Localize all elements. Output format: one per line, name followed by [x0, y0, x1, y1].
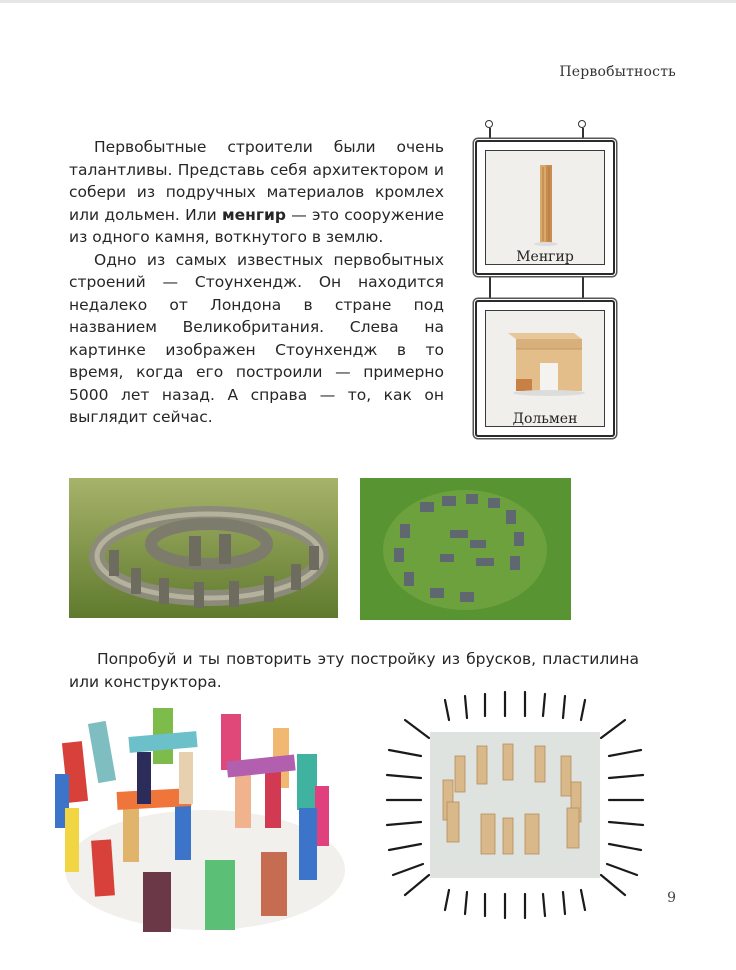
dolmen-picture — [485, 310, 605, 427]
hook-ring-left — [485, 120, 493, 128]
dolmen-block-icon — [486, 311, 604, 426]
frame-dolmen — [475, 300, 615, 437]
intro-text — [69, 136, 444, 429]
intro-p1-end: — это сооружение из одного камня, воткнутого в землю. — [69, 205, 444, 246]
sunburst-rays-icon — [385, 690, 645, 920]
chain-right — [582, 272, 584, 302]
frame-label-dolmen: Дольмен — [512, 411, 578, 427]
page-top-edge — [0, 0, 736, 3]
photo-stonehenge-ancient — [69, 478, 338, 618]
sunburst-frame — [385, 690, 645, 920]
intro-paragraph-2: Одно из самых известных первобытных строений — Стоунхендж. Он находится недалеко от Лондона в стране под названием Великобритания. Слева на картинке изображен Стоунхендж в то время, когда его построили — примерно 5000 лет назад. А справа — то, как он выглядит сейчас. — [69, 250, 444, 426]
intro-paragraph-1 — [69, 136, 444, 249]
menhir-block-icon — [486, 151, 604, 264]
menhir-picture — [485, 150, 605, 265]
page-number: 9 — [667, 890, 676, 906]
bottom-paragraph-text: Попробуй и ты повторить эту постройку из брусков, пластилина или конструктора. — [69, 650, 639, 691]
hook-ring-right — [578, 120, 586, 128]
running-header: Первобытность — [559, 64, 676, 80]
term-menhir: менгир — [221, 205, 286, 224]
bottom-paragraph — [69, 648, 639, 693]
frame-label-menhir: Менгир — [516, 249, 574, 265]
hook-left — [489, 128, 491, 140]
photo-plasticine-stonehenge — [55, 700, 345, 940]
photo-stonehenge-today — [360, 478, 571, 620]
frame-menhir — [475, 140, 615, 275]
chain-left — [489, 272, 491, 302]
intro-p1-start: Первобытные строители были очень талантливы. Представь себя архитектором и собери из подручных материалов кромлех или дольмен. Или — [69, 138, 444, 224]
hook-right — [582, 128, 584, 140]
